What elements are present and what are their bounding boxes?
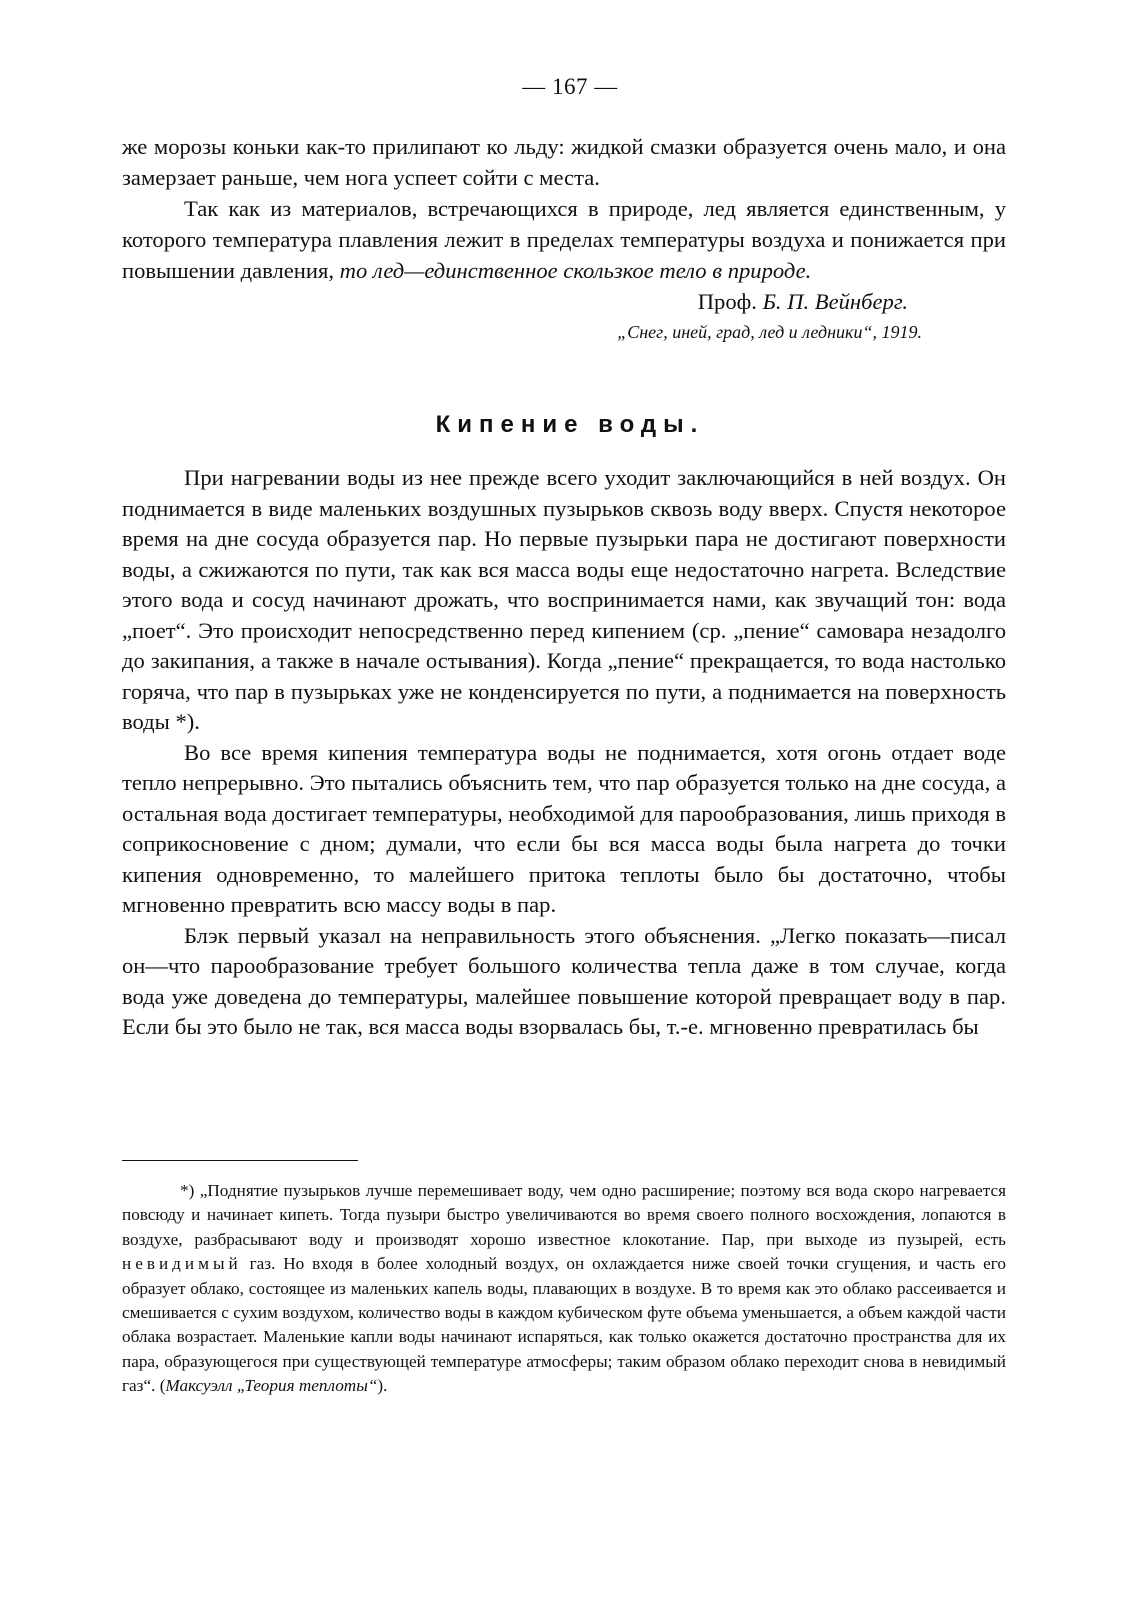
footnote-divider [122,1160,358,1161]
attribution-author-line [122,286,1006,317]
footnote-text [122,1179,1006,1399]
page-number: — 167 — [522,74,618,99]
attribution-source-work: „Снег, иней, град, лед и ледники“, [617,322,882,342]
footnote-spaced-word: невидимый [122,1254,242,1274]
footnote-closing: ). [377,1376,388,1396]
footnote-source-work: „Теория теплоты“ [232,1376,378,1396]
footnote-source-author: Максуэлл [165,1376,233,1396]
intro-paragraph-2-emphasis: то лед—единственное скользкое тело в природе. [339,258,812,283]
attribution-source-line [122,317,1006,347]
intro-paragraph-2-text: Так как из материалов, встречающихся в природе, лед является единственным, у которого температура плавления лежит в пределах температуры воздуха и понижается при повышении давления, [122,196,1006,283]
footnote-part-2: газ. Но входя в более холодный воздух, он охлаждается ниже своей точки сгущения, и часть его образует облако, состоящее из маленьких капель воды, плавающих в воздухе. В то время как это облако рассеивается и смешивается с сухим воздухом, количество воды в каждом кубическом футе объема уменьшается, а объем каждой части облака возрастает. Маленькие капли воды начинают испаряться, как только окажется достаточно пространства для их пара, образующегося при существующей температуре атмосферы; таким образом облако переходит снова в невидимый газ“. ( [122,1254,1006,1396]
attribution-prefix: Проф. [697,289,763,314]
footnote-part-1: *) „Поднятие пузырьков лучше перемешивает воду, чем одно расширение; поэтому вся вода скоро нагревается повсюду и начинает кипеть. Тогда пузыри быстро увеличиваются во время своего полного восхождения, лопаются в воздухе, разбрасывают воду и производят хорошо известное клокотание. Пар, при выходе из пузырей, есть [122,1181,1006,1249]
body-paragraph-1: При нагревании воды из нее прежде всего уходит заключающийся в ней воздух. Он поднимается в виде маленьких воздушных пузырьков сквозь воду вверх. Спустя некоторое время на дне сосуда образуется пар. Но первые пузырьки пара не достигают поверхности воды, а сжижаются по пути, так как вся масса воды еще недостаточно нагрета. Вследствие этого вода и сосуд начинают дрожать, что воспринимается нами, как звучащий тон: вода „поет“. Это происходит непосредственно перед кипением (ср. „пение“ самовара незадолго до закипания, а также в начале остывания). Когда „пение“ прекращается, то вода настолько горяча, что пар в пузырьках уже не конденсируется по пути, а поднимается на поверхность воды *). [122,465,1006,734]
body-paragraph-3: Блэк первый указал на неправильность этого объяснения. „Легко показать—писал он—что парообразование требует большого количества тепла даже в том случае, когда вода уже доведена до температуры, малейшее повышение которой превращает воду в пар. Если бы это было не так, вся масса воды взорвалась бы, т.-е. мгновенно превратилась бы [122,922,1006,1039]
intro-paragraph-1: же морозы коньки как-то прилипают ко льду: жидкой смазки образуется очень мало, и она замерзает раньше, чем нога успеет сойти с места. [122,134,1006,190]
body-paragraph-2: Во все время кипения температура воды не поднимается, хотя огонь отдает воде тепло непрерывно. Это пытались объяснить тем, что пар образуется только на дне сосуда, а остальная вода достигает температуры, необходимой для парообразования, лишь приходя в соприкосновение с дном; думали, что если бы вся масса воды была нагрета до точки кипения одновременно, то малейшего притока теплоты было бы достаточно, чтобы мгновенно превратить всю массу воды в пар. [122,739,1006,917]
attribution-source-year: 1919. [881,322,922,342]
footnote [122,1179,1006,1399]
intro-text [122,131,1006,347]
attribution-author: Б. П. Вейнберг. [762,289,908,314]
section-body [122,463,1006,1043]
section-title: Кипение воды. [435,411,705,438]
intro-paragraph-2 [122,193,1006,286]
